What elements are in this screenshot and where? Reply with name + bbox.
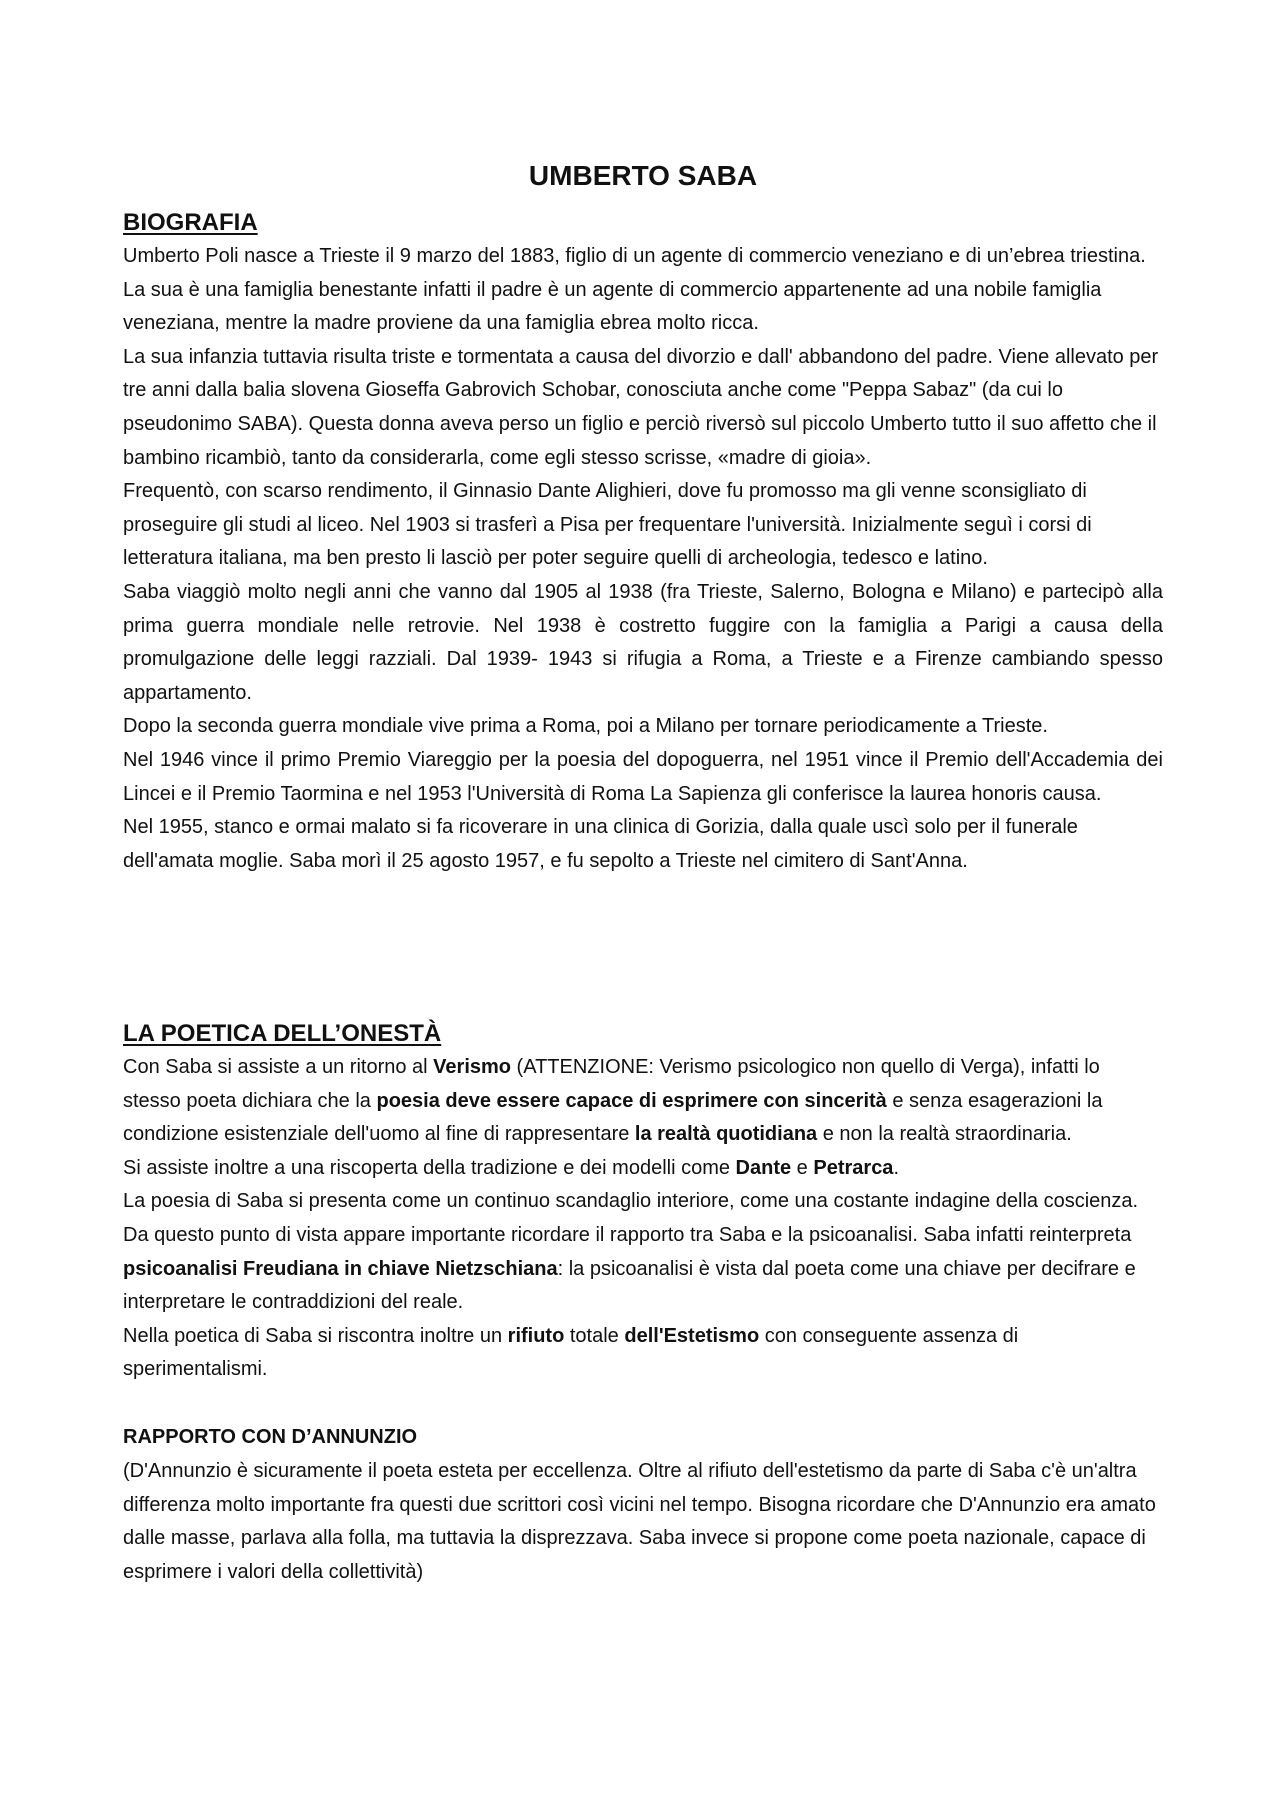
- poetica-p1-bold-verismo: Verismo: [433, 1056, 511, 1078]
- poetica-paragraph-4: [123, 1320, 1163, 1387]
- poetica-p2-bold-petrarca: Petrarca: [813, 1156, 894, 1179]
- poetica-p2-bold-dante: Dante: [735, 1156, 792, 1179]
- poetica-p1-text-3: e senza esagerazioni la condizione esistenziale dell'uomo al fine di rappresentare: [123, 1089, 1103, 1146]
- poetica-heading: LA POETICA DELL’ONESTÀ: [123, 1020, 442, 1047]
- biografia-paragraph-6: Nel 1946 vince il primo Premio Viareggio per la poesia del dopoguerra, nel 1951 vince il Premio dell'Accademia dei Lincei e il Premio Taormina e nel 1953 l'Università di Roma La Sapienza gli conferisce la laurea honoris causa.: [123, 748, 1163, 805]
- biografia-section: [123, 208, 1163, 878]
- biografia-heading: BIOGRAFIA: [123, 209, 258, 236]
- dannunzio-section: [123, 1423, 1163, 1589]
- dannunzio-heading: RAPPORTO CON D’ANNUNZIO: [123, 1426, 418, 1448]
- poetica-p2-text-3: .: [893, 1156, 899, 1179]
- poetica-p1-text-2: (ATTENZIONE: Verismo psicologico non quello di Verga), infatti lo stesso poeta dichiara che la: [123, 1056, 1100, 1112]
- poetica-p1-bold-sincerita: poesia deve essere capace di esprimere con sincerità: [376, 1089, 887, 1112]
- poetica-p3-text-2: : la psicoanalisi è vista dal poeta come una chiave per decifrare e interpretare le contraddizioni del reale.: [123, 1257, 1136, 1314]
- biografia-paragraph-2: La sua infanzia tuttavia risulta triste e tormentata a causa del divorzio e dall' abbandono del padre. Viene allevato per tre anni dalla balia slovena Gioseffa Gabrovich Schobar, conosciuta anche come "Peppa Sabaz" (da cui lo pseudonimo SABA). Questa donna aveva perso un figlio e perciò riversò sul piccolo Umberto tutto il suo affetto che il bambino ricambiò, tanto da considerarla, come egli stesso scrisse, «madre di gioia».: [123, 345, 1159, 469]
- poetica-paragraph-3: [123, 1185, 1163, 1319]
- poetica-p1-text-4: e non la realtà straordinaria.: [817, 1123, 1072, 1146]
- poetica-p1-bold-realta: la realtà quotidiana: [634, 1123, 818, 1146]
- poetica-p4-text-1: Nella poetica di Saba si riscontra inoltre un: [123, 1324, 508, 1347]
- poetica-paragraph-2: [123, 1152, 1163, 1186]
- biografia-paragraph-1: Umberto Poli nasce a Trieste il 9 marzo del 1883, figlio di un agente di commercio veneziano e di un’ebrea triestina. La sua è una famiglia benestante infatti il padre è un agente di commercio appartenente ad una nobile famiglia veneziana, mentre la madre proviene da una famiglia ebrea molto ricca.: [123, 245, 1146, 335]
- poetica-p4-text-3: con conseguente assenza di sperimentalismi.: [123, 1324, 1019, 1381]
- poetica-p4-bold-rifiuto: rifiuto: [507, 1324, 565, 1347]
- biografia-paragraph-5: Dopo la seconda guerra mondiale vive prima a Roma, poi a Milano per tornare periodicamente a Trieste.: [123, 715, 1048, 738]
- poetica-p2-text-1: Si assiste inoltre a una riscoperta della tradizione e dei modelli come: [123, 1156, 736, 1179]
- poetica-p2-text-2: e: [791, 1156, 814, 1179]
- biografia-paragraph-3: Frequentò, con scarso rendimento, il Ginnasio Dante Alighieri, dove fu promosso ma gli venne sconsigliato di proseguire gli studi al liceo. Nel 1903 si trasferì a Pisa per frequentare l'università. Inizialmente seguì i corsi di letteratura italiana, ma ben presto li lasciò per poter seguire quelli di archeologia, tedesco e latino.: [123, 480, 1092, 570]
- biografia-paragraph-4: Saba viaggiò molto negli anni che vanno dal 1905 al 1938 (fra Trieste, Salerno, Bologna e Milano) e partecipò alla prima guerra mondiale nelle retrovie. Nel 1938 è costretto fuggire con la famiglia a Parigi a causa della promulgazione delle leggi razziali. Dal 1939- 1943 si rifugia a Roma, a Trieste e a Firenze cambiando spesso appartamento.: [123, 580, 1163, 704]
- poetica-p3-text-1: La poesia di Saba si presenta come un continuo scandaglio interiore, come una costante indagine della coscienza. Da questo punto di vista appare importante ricordare il rapporto tra Saba e la psicoanalisi. Saba infatti reinterpreta: [123, 1190, 1139, 1246]
- poetica-p4-bold-estetismo: dell'Estetismo: [624, 1324, 760, 1347]
- poetica-p4-text-2: totale: [564, 1324, 625, 1347]
- poetica-paragraph-1: [123, 1051, 1163, 1152]
- poetica-section: [123, 1019, 1163, 1387]
- biografia-paragraph-7: Nel 1955, stanco e ormai malato si fa ricoverare in una clinica di Gorizia, dalla quale uscì solo per il funerale dell'amata moglie. Saba morì il 25 agosto 1957, e fu sepolto a Trieste nel cimitero di Sant'Anna.: [123, 816, 1078, 872]
- poetica-p3-bold-psicoanalisi: psicoanalisi Freudiana in chiave Nietzschiana: [123, 1257, 558, 1280]
- document-title: UMBERTO SABA: [528, 160, 758, 191]
- dannunzio-paragraph: (D'Annunzio è sicuramente il poeta esteta per eccellenza. Oltre al rifiuto dell'estetismo da parte di Saba c'è un'altra differenza molto importante fra questi due scrittori così vicini nel tempo. Bisogna ricordare che D'Annunzio era amato dalle masse, parlava alla folla, ma tuttavia la disprezzava. Saba invece si propone come poeta nazionale, capace di esprimere i valori della collettività): [123, 1460, 1156, 1583]
- poetica-p1-text-1: Con Saba si assiste a un ritorno al: [123, 1056, 434, 1078]
